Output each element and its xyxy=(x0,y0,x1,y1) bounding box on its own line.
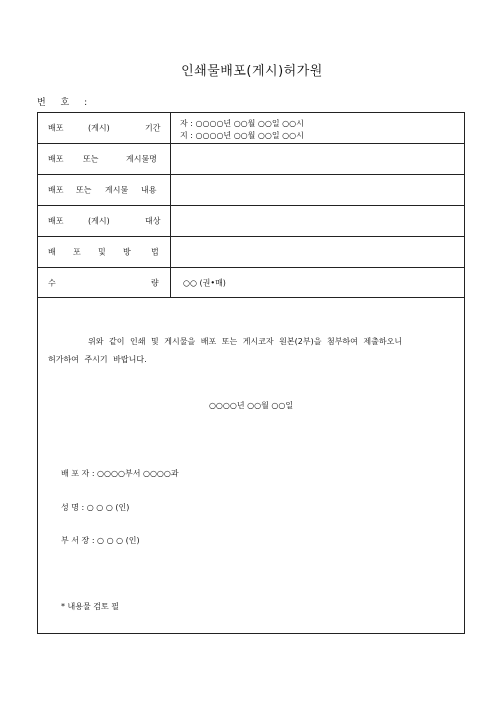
row-quantity xyxy=(38,268,464,298)
distributor-line: 배 포 자 : ○○○○부서 ○○○○과 xyxy=(61,469,179,478)
label-part: 게시물명 xyxy=(126,154,157,164)
label-part: 또는 xyxy=(83,154,99,164)
label-part: 배포 xyxy=(48,123,64,133)
request-line-1: 위와 같이 인쇄 및 게시물을 배포 또는 게시코자 원본(2부)을 첨부하여 제출하오니 xyxy=(88,337,403,346)
request-paragraph xyxy=(48,333,456,369)
label-part: 배포 xyxy=(48,185,64,195)
permit-form-table xyxy=(37,112,465,634)
label-method xyxy=(38,237,171,267)
label-part: 기간 xyxy=(145,123,161,133)
label-part: 게시물 xyxy=(105,185,129,195)
submission-date: ○○○○년 ○○월 ○○일 xyxy=(208,401,294,410)
row-method xyxy=(38,237,464,268)
label-part: 량 xyxy=(151,278,159,287)
label-part: (게시) xyxy=(88,216,110,226)
name-line: 성 명 : ○ ○ ○ (인) xyxy=(61,503,130,512)
document-number-label: 번 호 : xyxy=(37,98,94,108)
period-from: 자 : ○○○○년 ○○월 ○○일 ○○시 xyxy=(180,119,304,128)
label-part: 배 xyxy=(48,247,56,257)
label-part: 내용 xyxy=(141,185,157,195)
label-part: 또는 xyxy=(76,185,92,195)
row-period xyxy=(38,113,464,144)
document-title: 인쇄물배포(게시)허가원 xyxy=(181,64,323,79)
label-part: 대상 xyxy=(145,216,161,226)
row-target xyxy=(38,206,464,237)
review-note: * 내용물 검토 필 xyxy=(61,602,119,611)
label-part: 방 xyxy=(123,247,131,257)
director-line: 부 서 장 : ○ ○ ○ (인) xyxy=(61,536,140,545)
request-line-2: 허가하여 주시기 바랍니다. xyxy=(48,355,147,364)
label-material-title xyxy=(38,144,171,174)
label-part: 배포 xyxy=(48,216,64,226)
label-target xyxy=(38,206,171,236)
label-part: 수 xyxy=(48,278,56,287)
label-quantity xyxy=(38,268,171,297)
quantity-value: ○○ (권•매) xyxy=(183,278,226,287)
period-to: 지 : ○○○○년 ○○월 ○○일 ○○시 xyxy=(180,131,304,140)
label-part: 및 xyxy=(98,247,106,257)
label-part: 배포 xyxy=(48,154,64,164)
label-part: 포 xyxy=(73,247,81,257)
label-part: (게시) xyxy=(88,123,110,133)
row-material-content xyxy=(38,175,464,206)
label-period xyxy=(38,113,171,143)
label-material-content xyxy=(38,175,171,205)
label-part: 법 xyxy=(151,247,159,257)
row-material-title xyxy=(38,144,464,175)
